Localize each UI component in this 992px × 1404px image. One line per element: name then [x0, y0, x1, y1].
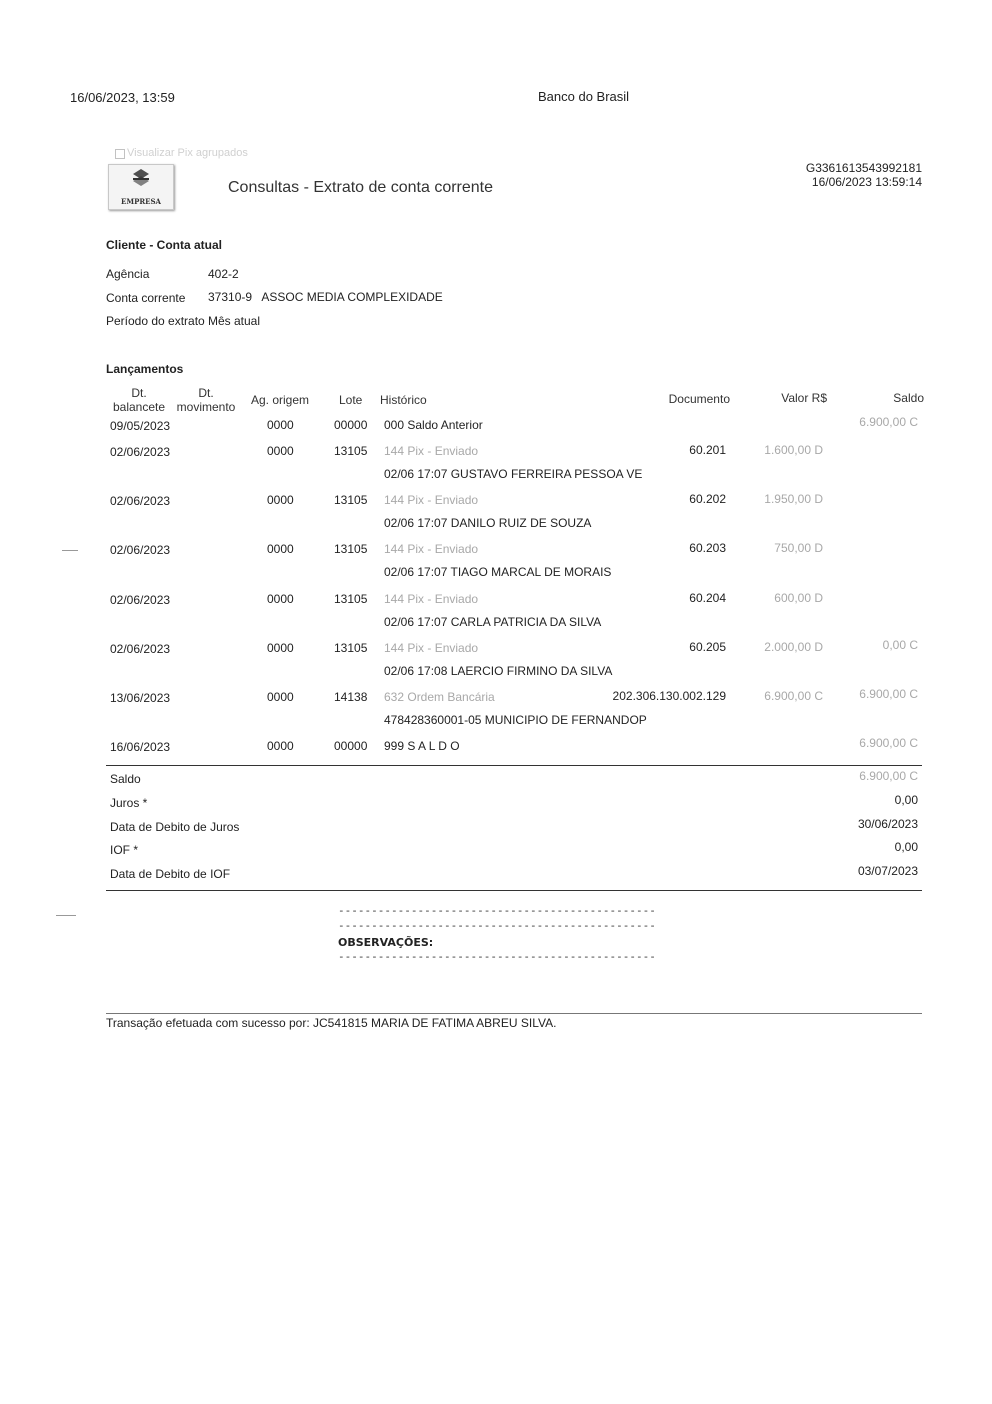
summary-label: Saldo — [110, 772, 141, 786]
summary-label: Data de Debito de Juros — [110, 820, 240, 834]
row-historico: 144 Pix - Enviado — [384, 592, 479, 606]
row-saldo: 6.900,00 C — [859, 687, 918, 701]
col-dt-balancete-1: Dt. — [131, 386, 147, 400]
row-lote: 00000 — [334, 418, 368, 432]
row-valor: 750,00 D — [774, 541, 823, 555]
summary-value: 6.900,00 C — [859, 769, 918, 783]
col-dt-movimento-2: movimento — [176, 400, 236, 414]
row-documento: 60.202 — [689, 492, 726, 506]
row-date: 02/06/2023 — [110, 543, 171, 557]
summary-value: 30/06/2023 — [857, 817, 918, 831]
row-documento: 202.306.130.002.129 — [612, 689, 726, 703]
row-ag-origem: 0000 — [267, 641, 294, 655]
row-date: 16/06/2023 — [110, 740, 171, 754]
row-historico: 144 Pix - Enviado — [384, 542, 479, 556]
row-lote: 13105 — [334, 592, 368, 606]
launches-heading: Lançamentos — [106, 362, 184, 376]
table-divider — [106, 765, 922, 766]
row-valor: 2.000,00 D — [764, 640, 823, 654]
row-valor: 600,00 D — [774, 591, 823, 605]
row-saldo: 6.900,00 C — [859, 415, 918, 429]
row-saldo: 6.900,00 C — [859, 736, 918, 750]
col-valor: Valor R$ — [781, 391, 827, 405]
print-datetime: 16/06/2023, 13:59 — [70, 90, 175, 105]
summary-value: 0,00 — [894, 793, 918, 807]
row-historico: 632 Ordem Bancária — [384, 690, 495, 704]
visualizar-pix-label: Visualizar Pix agrupados — [127, 147, 248, 159]
summary-label: Data de Debito de IOF — [110, 867, 231, 881]
summary-divider — [106, 890, 922, 891]
row-historico: 000 Saldo Anterior — [384, 418, 483, 432]
footer-divider — [106, 1013, 922, 1014]
row-documento: 60.205 — [689, 640, 726, 654]
row-ag-origem: 0000 — [267, 493, 294, 507]
row-date: 02/06/2023 — [110, 445, 171, 459]
row-documento: 60.203 — [689, 541, 726, 555]
row-date: 02/06/2023 — [110, 494, 171, 508]
client-heading: Cliente - Conta atual — [106, 238, 223, 252]
conta-value: 37310-9 ASSOC MEDIA COMPLEXIDADE — [208, 290, 443, 304]
row-saldo: 0,00 C — [882, 638, 918, 652]
reference-timestamp: 16/06/2023 13:59:14 — [811, 175, 922, 189]
row-lote: 13105 — [334, 444, 368, 458]
bb-logo-icon — [129, 169, 153, 191]
scan-mark — [62, 550, 78, 551]
col-dt-movimento-1: Dt. — [198, 386, 214, 400]
col-historico: Histórico — [380, 393, 427, 407]
row-ag-origem: 0000 — [267, 739, 294, 753]
row-date: 02/06/2023 — [110, 642, 171, 656]
col-documento: Documento — [668, 392, 730, 406]
row-detail: 478428360001-05 MUNICIPIO DE FERNANDOP — [384, 713, 647, 727]
row-documento: 60.204 — [689, 591, 726, 605]
row-date: 02/06/2023 — [110, 593, 171, 607]
col-dt-balancete-2: balancete — [112, 400, 166, 414]
row-historico: 144 Pix - Enviado — [384, 444, 479, 458]
visualizar-pix-checkbox[interactable] — [115, 149, 125, 159]
row-lote: 13105 — [334, 641, 368, 655]
obs-dash-top: ------------------------------------------------ — [338, 904, 656, 917]
row-documento: 60.201 — [689, 443, 726, 457]
periodo-value: Mês atual — [208, 314, 261, 328]
obs-dash-bottom: ------------------------------------------------ — [338, 950, 656, 963]
row-valor: 1.600,00 D — [764, 443, 823, 457]
conta-label: Conta corrente — [106, 291, 186, 305]
summary-label: IOF * — [110, 843, 139, 857]
row-detail: 02/06 17:07 TIAGO MARCAL DE MORAIS — [384, 565, 612, 579]
row-ag-origem: 0000 — [267, 542, 294, 556]
print-bank-name: Banco do Brasil — [538, 89, 630, 104]
row-detail: 02/06 17:07 DANILO RUIZ DE SOUZA — [384, 516, 592, 530]
col-saldo: Saldo — [893, 391, 924, 405]
row-date: 09/05/2023 — [110, 419, 171, 433]
empresa-logo — [108, 164, 174, 210]
empresa-label: EMPRESA — [121, 197, 161, 206]
periodo-label: Período do extrato — [106, 314, 205, 328]
row-ag-origem: 0000 — [267, 690, 294, 704]
row-detail: 02/06 17:08 LAERCIO FIRMINO DA SILVA — [384, 664, 613, 678]
page-title: Consultas - Extrato de conta corrente — [228, 179, 494, 196]
row-date: 13/06/2023 — [110, 691, 171, 705]
row-ag-origem: 0000 — [267, 418, 294, 432]
agencia-value: 402-2 — [208, 267, 239, 281]
observations-label: OBSERVAÇÕES: — [338, 936, 434, 949]
col-lote: Lote — [339, 393, 363, 407]
row-historico: 144 Pix - Enviado — [384, 641, 479, 655]
obs-dash-middle: ------------------------------------------------ — [338, 919, 656, 932]
summary-label: Juros * — [110, 796, 148, 810]
col-ag-origem: Ag. origem — [251, 393, 310, 407]
row-detail: 02/06 17:07 CARLA PATRICIA DA SILVA — [384, 615, 602, 629]
summary-value: 0,00 — [894, 840, 918, 854]
row-lote: 14138 — [334, 690, 368, 704]
scan-mark — [56, 915, 76, 916]
row-ag-origem: 0000 — [267, 444, 294, 458]
row-ag-origem: 0000 — [267, 592, 294, 606]
row-lote: 13105 — [334, 493, 368, 507]
row-lote: 13105 — [334, 542, 368, 556]
row-valor: 6.900,00 C — [764, 689, 823, 703]
row-detail: 02/06 17:07 GUSTAVO FERREIRA PESSOA VE — [384, 467, 643, 481]
reference-code: G3361613543992181 — [805, 161, 922, 175]
summary-value: 03/07/2023 — [857, 864, 918, 878]
row-valor: 1.950,00 D — [764, 492, 823, 506]
footer-text: Transação efetuada com sucesso por: JC541815 MARIA DE FATIMA ABREU SILVA. — [106, 1016, 557, 1030]
agencia-label: Agência — [106, 267, 150, 281]
row-lote: 00000 — [334, 739, 368, 753]
row-historico: 144 Pix - Enviado — [384, 493, 479, 507]
row-historico: 999 S A L D O — [384, 739, 460, 753]
